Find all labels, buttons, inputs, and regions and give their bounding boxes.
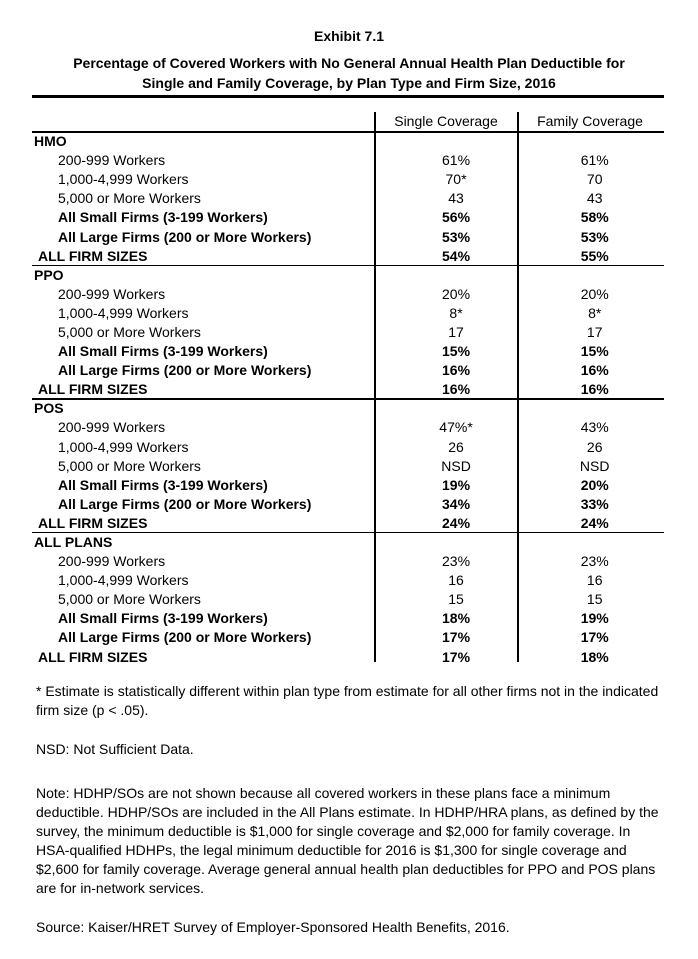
single-coverage-value: 15% (442, 343, 471, 360)
family-coverage-value: 24% (580, 514, 609, 531)
single-coverage-value: 53% (442, 228, 471, 245)
table-row (32, 552, 664, 571)
row-label: 1,000-4,999 Workers (58, 572, 189, 589)
table-row (32, 418, 664, 437)
family-coverage-value: 23% (580, 553, 609, 570)
table-row (32, 323, 664, 342)
row-label: All Large Firms (200 or More Workers) (58, 495, 312, 512)
section-header-row (32, 399, 664, 418)
title-line-1: Percentage of Covered Workers with No General Annual Health Plan Deductible for (73, 55, 625, 71)
single-coverage-value: 47%* (439, 419, 473, 436)
row-label: 1,000-4,999 Workers (58, 171, 189, 188)
row-label: ALL FIRM SIZES (38, 247, 148, 264)
row-label: HMO (34, 133, 67, 150)
nsd-footnote: NSD: Not Sufficient Data. (36, 741, 194, 757)
family-coverage-value: 58% (580, 209, 609, 226)
single-coverage-value: NSD (441, 457, 471, 474)
row-label: 1,000-4,999 Workers (58, 304, 189, 321)
row-label: All Small Firms (3-199 Workers) (58, 209, 268, 226)
row-label: PPO (34, 266, 64, 283)
single-coverage-value: 70* (445, 171, 467, 188)
single-coverage-value: 16% (442, 362, 471, 379)
family-coverage-value: 19% (580, 610, 609, 627)
family-coverage-value: 20% (580, 476, 609, 493)
single-coverage-value (387, 266, 526, 285)
family-coverage-value: 16 (586, 572, 603, 589)
single-coverage-value: 61% (442, 152, 471, 169)
row-label: 1,000-4,999 Workers (58, 438, 189, 455)
family-coverage-value: 70 (586, 171, 603, 188)
family-coverage-value: 15% (580, 343, 609, 360)
row-label: All Small Firms (3-199 Workers) (58, 476, 268, 493)
single-coverage-value: 8* (449, 304, 463, 321)
single-coverage-value: 34% (442, 495, 471, 512)
single-coverage-value: 23% (442, 553, 471, 570)
table-row (32, 495, 664, 514)
table-row (32, 457, 664, 476)
row-label: 200-999 Workers (58, 553, 166, 570)
single-coverage-value: 16% (442, 381, 471, 398)
row-label: ALL FIRM SIZES (38, 514, 148, 531)
section-header-row (32, 533, 664, 552)
single-coverage-value: 16 (448, 572, 464, 589)
family-coverage-value: 53% (580, 228, 609, 245)
row-label: 200-999 Workers (58, 419, 166, 436)
family-coverage-value: 33% (580, 495, 609, 512)
family-coverage-value: 8* (588, 304, 602, 321)
family-coverage-value: NSD (579, 457, 610, 474)
table-row (32, 438, 664, 457)
table-row (32, 609, 664, 628)
single-coverage-value: 17% (442, 629, 471, 646)
single-coverage-value: 54% (442, 247, 471, 264)
family-coverage-value: 16% (580, 362, 609, 379)
section-header-row (32, 132, 664, 151)
row-label: All Small Firms (3-199 Workers) (58, 610, 268, 627)
total-row (32, 648, 664, 667)
family-coverage-value: 20% (580, 285, 609, 302)
family-coverage-value (525, 132, 664, 151)
table-row (32, 151, 664, 170)
source-note: Source: Kaiser/HRET Survey of Employer-Sponsored Health Benefits, 2016. (36, 919, 510, 935)
table-row (32, 304, 664, 323)
family-coverage-value (525, 533, 664, 552)
section-header-row (32, 266, 664, 285)
table-row (32, 189, 664, 208)
row-label: All Large Firms (200 or More Workers) (58, 629, 312, 646)
family-coverage-value: 15 (586, 591, 603, 608)
row-label: 200-999 Workers (58, 152, 166, 169)
row-label: ALL FIRM SIZES (38, 648, 148, 665)
section-divider (32, 265, 664, 267)
single-coverage-value: 18% (442, 610, 471, 627)
single-coverage-value: 17% (442, 648, 471, 665)
row-label: POS (34, 400, 64, 417)
single-coverage-value: 19% (442, 476, 471, 493)
single-coverage-value: 43 (448, 190, 464, 207)
section-divider (32, 398, 664, 400)
row-label: All Small Firms (3-199 Workers) (58, 343, 268, 360)
table-row (32, 342, 664, 361)
exhibit-title (0, 53, 698, 93)
single-coverage-value: 15 (448, 591, 464, 608)
table-row (32, 227, 664, 246)
total-row (32, 514, 664, 533)
title-line-2: Single and Family Coverage, by Plan Type and Firm Size, 2016 (142, 75, 556, 91)
family-coverage-value (525, 399, 664, 418)
row-label: ALL PLANS (34, 534, 113, 551)
single-coverage-header: Single Coverage (394, 113, 498, 129)
table-row (32, 571, 664, 590)
table-row (32, 476, 664, 495)
single-coverage-value (387, 132, 526, 151)
single-coverage-value: 17 (448, 323, 464, 340)
table-row (32, 285, 664, 304)
column-headers (32, 113, 664, 131)
table-row (32, 208, 664, 227)
family-coverage-value: 43% (580, 419, 609, 436)
single-coverage-value: 24% (442, 514, 471, 531)
row-label: 200-999 Workers (58, 285, 166, 302)
top-rule (32, 95, 664, 98)
table-row (32, 590, 664, 609)
exhibit-number: Exhibit 7.1 (313, 28, 385, 44)
family-coverage-value: 55% (580, 247, 609, 264)
family-coverage-value: 17 (586, 323, 603, 340)
significance-footnote: * Estimate is statistically different within plan type from estimate for all other firms not in the indicated firm size (p < .05). (36, 683, 659, 718)
section-divider (32, 532, 664, 534)
row-label: All Large Firms (200 or More Workers) (58, 228, 312, 245)
family-coverage-value: 26 (586, 438, 603, 455)
row-label: 5,000 or More Workers (58, 190, 201, 207)
family-coverage-header: Family Coverage (537, 113, 643, 129)
row-label: All Large Firms (200 or More Workers) (58, 362, 312, 379)
total-row (32, 380, 664, 399)
family-coverage-value (525, 266, 664, 285)
methodology-note: Note: HDHP/SOs are not shown because all covered workers in these plans face a minimum deductible. HDHP/SOs are included in the All Plans estimate. In HDHP/HRA plans, as defined by the survey, the minimum deductible is $1,000 for single coverage and $2,000 for family coverage. In HSA-qualified HDHPs, the legal minimum deductible for 2016 is $1,300 for single coverage and $2,600 for family coverage. Average general annual health plan deductibles for PPO and POS plans are for in-network services. (36, 785, 659, 896)
table-row (32, 361, 664, 380)
row-label: 5,000 or More Workers (58, 323, 201, 340)
single-coverage-value (387, 399, 526, 418)
family-coverage-value: 18% (580, 648, 609, 665)
row-label: 5,000 or More Workers (58, 591, 201, 608)
family-coverage-value: 17% (580, 629, 609, 646)
single-coverage-value: 20% (442, 285, 471, 302)
family-coverage-value: 16% (580, 381, 609, 398)
single-coverage-value (387, 533, 526, 552)
table-row (32, 170, 664, 189)
single-coverage-value: 26 (448, 438, 464, 455)
row-label: 5,000 or More Workers (58, 457, 201, 474)
family-coverage-value: 43 (586, 190, 603, 207)
row-label: ALL FIRM SIZES (38, 381, 148, 398)
table-row (32, 628, 664, 647)
family-coverage-value: 61% (580, 152, 609, 169)
single-coverage-value: 56% (442, 209, 471, 226)
total-row (32, 247, 664, 266)
